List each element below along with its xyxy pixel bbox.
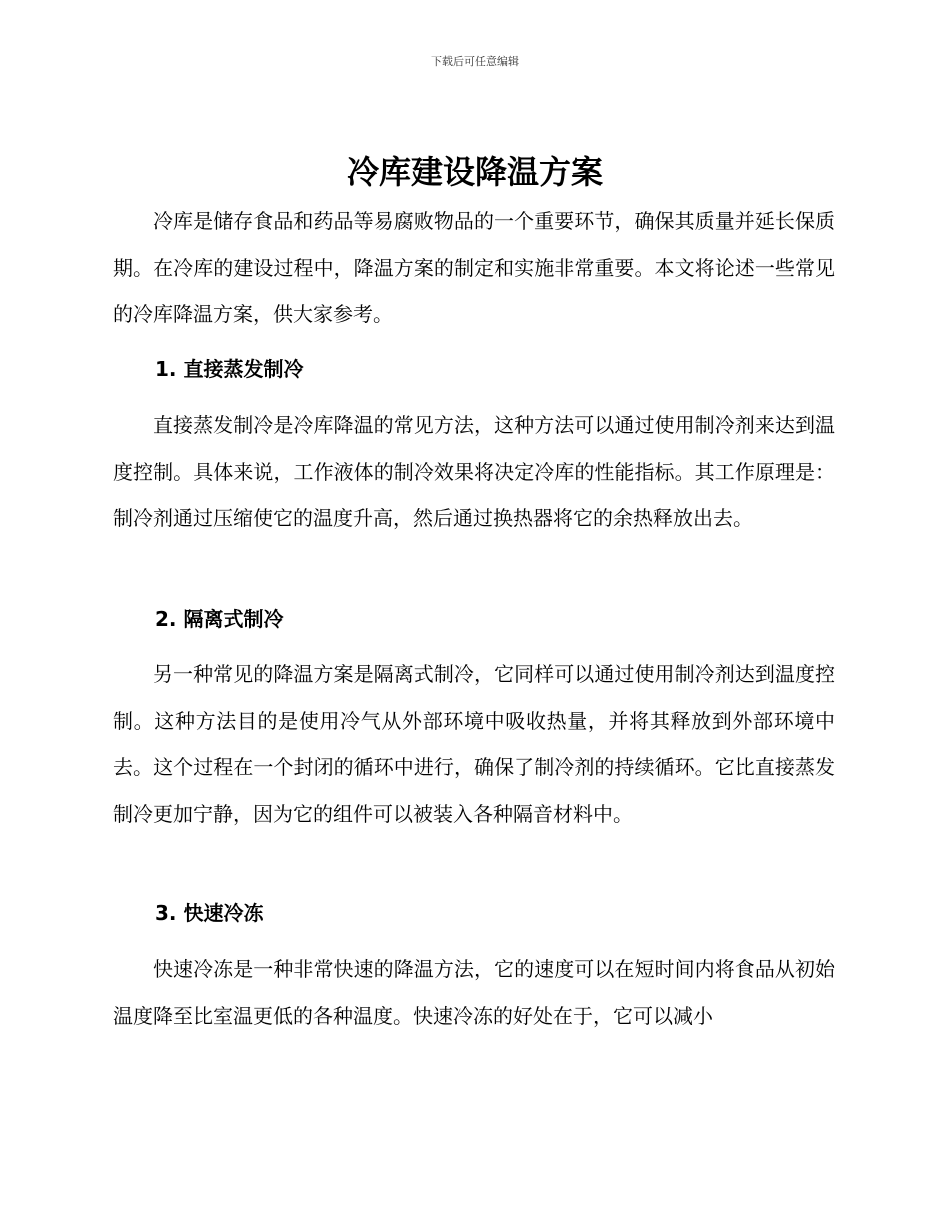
section-paragraph: 快速冷冻是一种非常快速的降温方法，它的速度可以在短时间内将食品从初始温度降至比室温更低的各种温度。快速冷冻的好处在于，它可以减小 xyxy=(113,957,835,1028)
document-title: 冷库建设降温方案 xyxy=(346,153,603,191)
section-2-body-block xyxy=(113,651,835,837)
section-paragraph: 直接蒸发制冷是冷库降温的常见方法，这种方法可以通过使用制冷剂来达到温度控制。具体来说，工作液体的制冷效果将决定冷库的性能指标。其工作原理是：制冷剂通过压缩使它的温度升高，然后通过换热器将它的余热释放出去。 xyxy=(113,413,835,530)
section-2-heading-block xyxy=(113,596,835,643)
intro-paragraph: 冷库是储存食品和药品等易腐败物品的一个重要环节，确保其质量并延长保质期。在冷库的建设过程中，降温方案的制定和实施非常重要。本文将论述一些常见的冷库降温方案，供大家参考。 xyxy=(113,209,835,326)
section-1-heading-block xyxy=(113,346,835,393)
intro-paragraph-block xyxy=(113,198,835,338)
section-3-body-block xyxy=(113,946,835,1039)
section-heading: 2. 隔离式制冷 xyxy=(155,607,284,631)
section-paragraph: 另一种常见的降温方案是隔离式制冷，它同样可以通过使用制冷剂达到温度控制。这种方法目的是使用冷气从外部环境中吸收热量，并将其释放到外部环境中去。这个过程在一个封闭的循环中进行，确保了制冷剂的持续循环。它比直接蒸发制冷更加宁静，因为它的组件可以被装入各种隔音材料中。 xyxy=(113,662,835,826)
page-header-note: 下载后可任意编辑 xyxy=(431,55,519,68)
section-heading: 1. 直接蒸发制冷 xyxy=(155,357,304,381)
section-heading: 3. 快速冷冻 xyxy=(155,901,264,925)
section-3-heading-block xyxy=(113,890,835,937)
section-1-body-block xyxy=(113,402,835,542)
